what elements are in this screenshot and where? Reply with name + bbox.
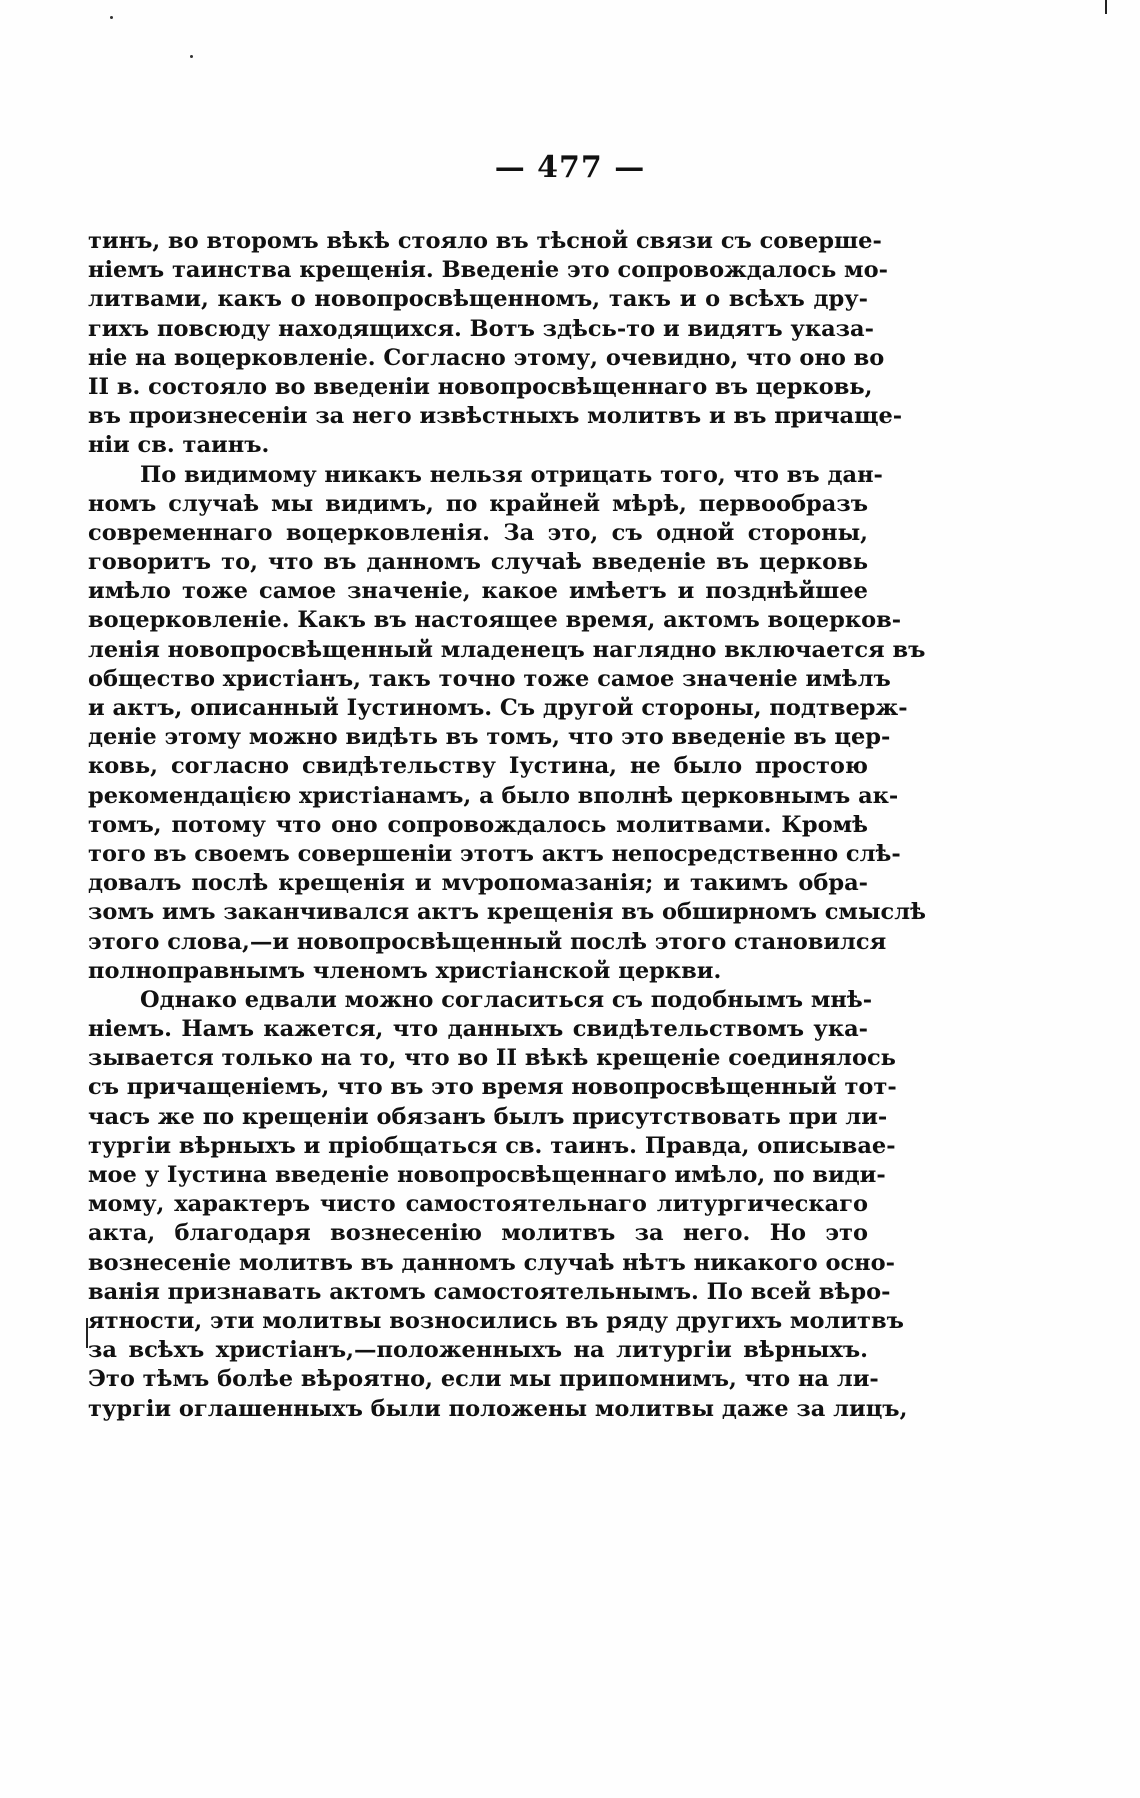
text-line: этого слова,—и новопросвѣщенный послѣ этого становился bbox=[88, 928, 887, 955]
text-line: ніе на воцерковленіе. Согласно этому, очевидно, что оно во bbox=[88, 344, 885, 371]
text-line: въ произнесеніи за него извѣстныхъ молитвъ и въ причаще- bbox=[88, 403, 903, 430]
margin-mark bbox=[86, 1318, 88, 1348]
text-line: имѣло тоже самое значеніе, какое имѣетъ и позднѣйшее bbox=[88, 578, 868, 605]
text-line: Это тѣмъ болѣе вѣроятно, если мы припомнимъ, что на ли- bbox=[88, 1366, 879, 1393]
text-line: мому, характеръ чисто самостоятельнаго литургическаго bbox=[88, 1191, 868, 1218]
text-line: ванія признавать актомъ самостоятельнымъ. По всей вѣро- bbox=[88, 1278, 891, 1305]
text-line: ковь, согласно свидѣтельству Іустина, не было простою bbox=[88, 753, 868, 780]
text-line: II в. состояло во введеніи новопросвѣщеннаго въ церковь, bbox=[88, 373, 873, 400]
text-line: тинъ, во второмъ вѣкѣ стояло въ тѣсной связи съ соверше- bbox=[88, 228, 882, 254]
text-line: того въ своемъ совершеніи этотъ актъ непосредственно слѣ- bbox=[88, 840, 901, 867]
page-number: — 477 — bbox=[494, 150, 646, 185]
text-line: рекомендацією христіанамъ, а было вполнѣ церковнымъ ак- bbox=[88, 782, 899, 809]
text-line: гихъ повсюду находящихся. Вотъ здѣсь-то и видятъ указа- bbox=[88, 315, 874, 342]
text-line: довалъ послѣ крещенія и мѵропомазанія; и такимъ обра- bbox=[88, 870, 868, 897]
text-line: мое у Іустина введеніе новопросвѣщеннаго имѣло, по види- bbox=[88, 1162, 886, 1188]
scan-speck bbox=[110, 16, 113, 19]
text-line: современнаго воцерковленія. За это, съ одной стороны, bbox=[88, 519, 868, 546]
text-line: съ причащеніемъ, что въ это время новопросвѣщенный тот- bbox=[88, 1074, 897, 1101]
scan-speck bbox=[190, 55, 193, 58]
text-line: тургіи вѣрныхъ и пріобщаться св. таинъ. Правда, описывае- bbox=[88, 1132, 896, 1159]
text-line: вознесеніе молитвъ въ данномъ случаѣ нѣтъ никакого осно- bbox=[88, 1249, 896, 1276]
text-line: воцерковленіе. Какъ въ настоящее время, актомъ воцерков- bbox=[88, 607, 902, 634]
text-line: По видимому никакъ нельзя отрицать того, что въ дан- bbox=[140, 461, 883, 488]
text-line: ятности, эти молитвы возносились въ ряду другихъ молитвъ bbox=[88, 1307, 904, 1334]
body-text bbox=[88, 227, 926, 1424]
text-line: тургіи оглашенныхъ были положены молитвы даже за лицъ, bbox=[88, 1395, 908, 1422]
text-line: акта, благодаря вознесенію молитвъ за него. Но это bbox=[88, 1220, 868, 1247]
binding-edge-mark bbox=[1105, 0, 1107, 14]
text-line: литвами, какъ о новопросвѣщенномъ, такъ и о всѣхъ дру- bbox=[88, 286, 868, 313]
text-line: говоритъ то, что въ данномъ случаѣ введеніе въ церковь bbox=[88, 549, 868, 576]
text-line: зомъ имъ заканчивался актъ крещенія въ обширномъ смыслѣ bbox=[88, 899, 926, 926]
text-line: зывается только на то, что во II вѣкѣ крещеніе соединялось bbox=[88, 1045, 896, 1072]
text-line: общество христіанъ, такъ точно тоже самое значеніе имѣлъ bbox=[88, 665, 891, 692]
text-line: ніи св. таинъ. bbox=[88, 432, 270, 459]
text-line: томъ, потому что оно сопровождалось молитвами. Кромѣ bbox=[88, 811, 868, 838]
text-line: полноправнымъ членомъ христіанской церкви. bbox=[88, 957, 722, 984]
text-line: номъ случаѣ мы видимъ, по крайней мѣрѣ, первообразъ bbox=[88, 490, 868, 517]
text-line: ніемъ таинства крещенія. Введеніе это сопровождалось мо- bbox=[88, 257, 888, 284]
text-line: деніе этому можно видѣть въ томъ, что это введеніе въ цер- bbox=[88, 724, 891, 751]
text-line: ленія новопросвѣщенный младенецъ наглядно включается въ bbox=[88, 636, 926, 663]
text-line: ніемъ. Намъ кажется, что данныхъ свидѣтельствомъ ука- bbox=[88, 1016, 868, 1043]
text-line: и актъ, описанный Іустиномъ. Съ другой стороны, подтверж- bbox=[88, 695, 908, 721]
text-line: за всѣхъ христіанъ,—положенныхъ на литургіи вѣрныхъ. bbox=[88, 1337, 868, 1364]
text-line: часъ же по крещеніи обязанъ былъ присутствовать при ли- bbox=[88, 1103, 888, 1130]
text-line: Однако едвали можно согласиться съ подобнымъ мнѣ- bbox=[140, 986, 873, 1013]
